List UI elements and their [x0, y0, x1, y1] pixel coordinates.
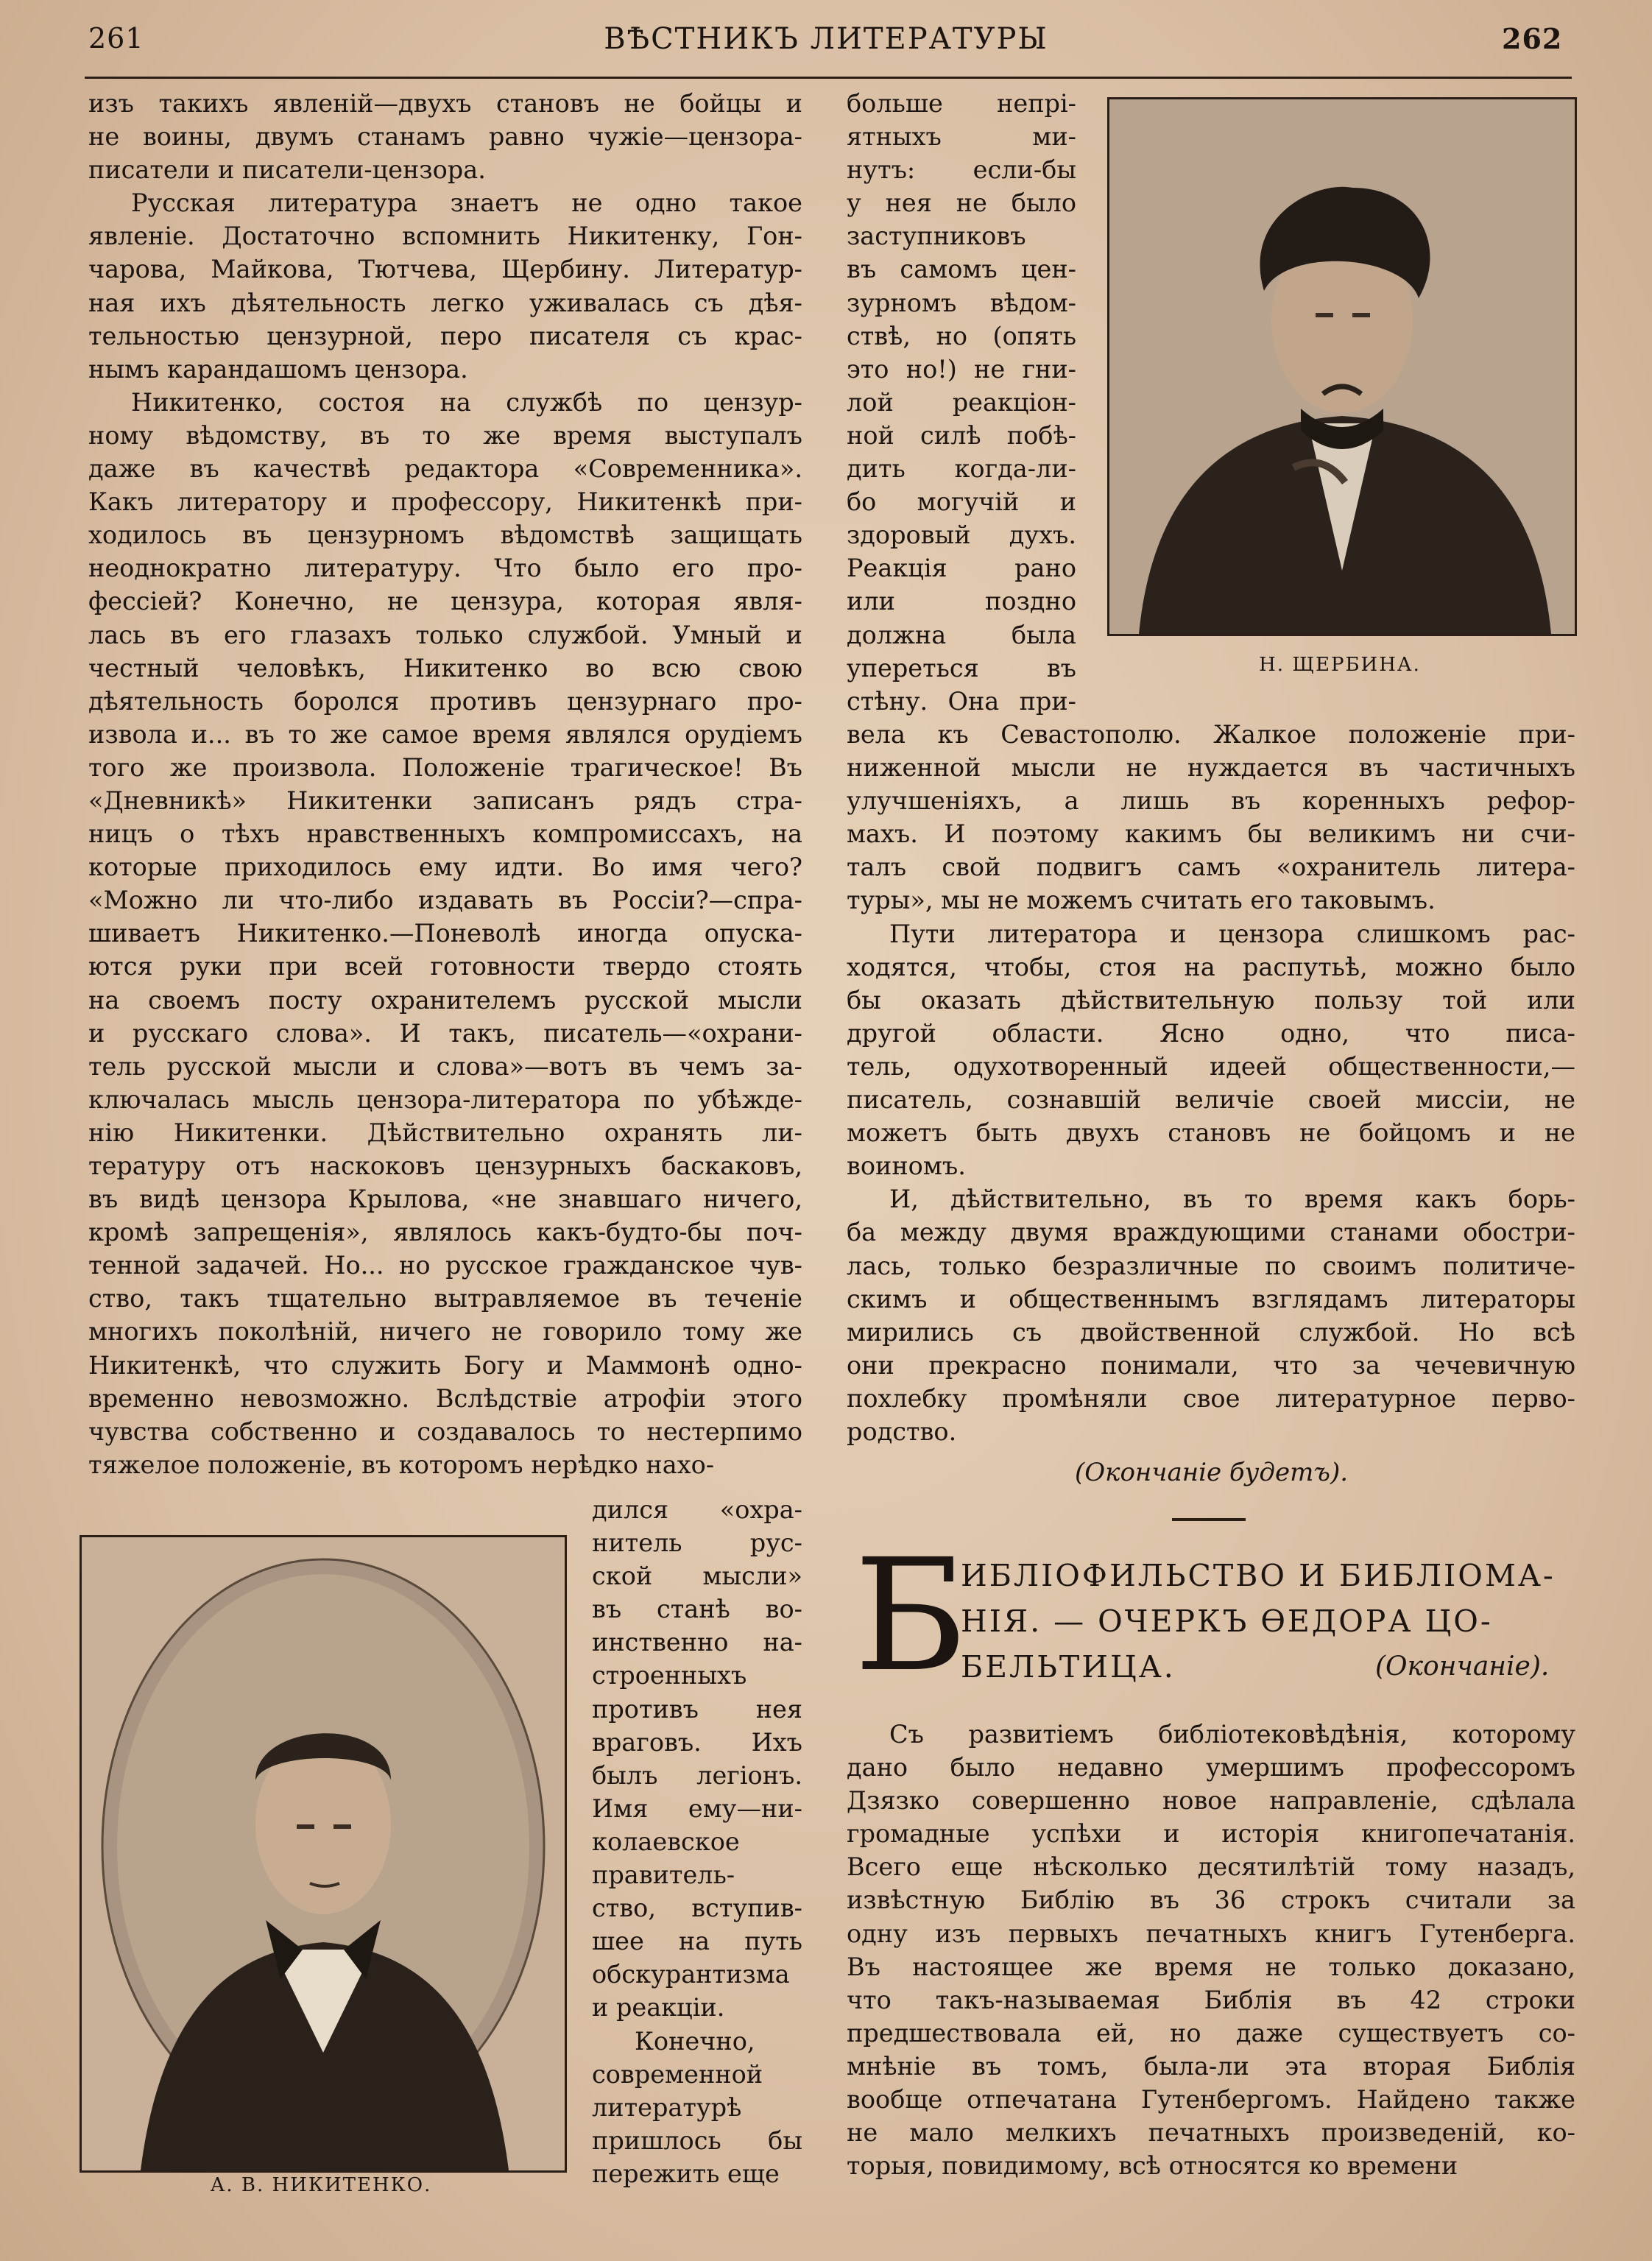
text-line: былъ легіонъ. — [592, 1760, 802, 1790]
text-line: Въ настоящее же время не только доказано, — [847, 1952, 1575, 1981]
shcherbina-portrait — [1107, 97, 1577, 636]
article-heading-line-1: ИБЛІОФИЛЬСТВО И БИБЛІОМА- — [961, 1558, 1556, 1593]
text-line: тель русской мысли и слова»—вотъ въ чемъ за- — [88, 1051, 802, 1081]
text-line: упереться въ — [847, 653, 1076, 682]
text-line: скимъ и общественнымъ взглядамъ литераторы — [847, 1284, 1575, 1313]
text-line: даже въ качествѣ редактора «Современника». — [88, 454, 802, 484]
text-line: заступниковъ — [847, 222, 1026, 251]
text-line: и реакціи. — [592, 1993, 725, 2022]
text-line: колаевское — [592, 1827, 740, 1856]
article-heading-note: (Окончаніе). — [1375, 1651, 1550, 1682]
text-line: мирились съ двойственной службой. Но всѣ — [847, 1317, 1575, 1347]
text-line: Дзязко совершенно новое направленіе, сдѣлала — [847, 1786, 1575, 1816]
text-line: ятныхъ ми- — [847, 122, 1076, 152]
text-line: Никитенко, состоя на службѣ по цензур- — [131, 387, 802, 417]
article-heading-line-3: БЕЛЬТИЦА. — [961, 1649, 1176, 1685]
text-line: противъ нея — [592, 1694, 802, 1724]
article-dropcap: Б — [854, 1525, 968, 1706]
text-line: больше непрі- — [847, 89, 1076, 118]
text-line: здоровый духъ. — [847, 521, 1076, 550]
text-line: не воины, двумъ станамъ равно чужіе—цензора- — [88, 122, 802, 152]
text-line: они прекрасно понимали, что за чечевичную — [847, 1350, 1575, 1380]
text-line: нію Никитенки. Дѣйствительно охранять ли- — [88, 1118, 802, 1147]
text-line: ствѣ, но (опять — [847, 321, 1076, 350]
text-line: должна была — [847, 620, 1076, 649]
text-line: въ самомъ цен- — [847, 255, 1076, 284]
text-line: вообще отпечатана Гутенбергомъ. Найдено также — [847, 2085, 1575, 2114]
text-line: бы оказать дѣйствительную пользу той или — [847, 985, 1575, 1015]
text-line: инственно на- — [592, 1628, 802, 1657]
text-line: въ видѣ цензора Крылова, «не знавшаго ничего, — [88, 1185, 802, 1214]
section-divider — [1172, 1518, 1246, 1521]
text-line: ство, такъ тщательно вытравляемое въ теченіе — [88, 1284, 802, 1313]
text-line: ба между двумя враждующими станами обостри- — [847, 1218, 1575, 1247]
text-line: обскурантизма — [592, 1960, 790, 1989]
text-line: Конечно, — [635, 2026, 755, 2056]
text-line: чувства собственно и создавалось то нестерпимо — [88, 1417, 802, 1446]
text-line: махъ. И поэтому какимъ бы великимъ ни счи- — [847, 819, 1575, 849]
text-line: бо могучій и — [847, 487, 1076, 517]
page-number-left: 261 — [88, 22, 144, 54]
text-line: что такъ-называемая Библія въ 42 строки — [847, 1985, 1575, 2014]
text-line: ской мысли» — [592, 1562, 802, 1591]
text-line: ная ихъ дѣятельность легко уживалась съ дѣя- — [88, 288, 802, 317]
text-line: ство, вступив- — [592, 1894, 802, 1923]
text-line: пришлось бы — [592, 2126, 802, 2155]
left-column-narrow-text — [592, 1493, 802, 2190]
text-line: чарова, Майкова, Тютчева, Щербину. Литератур- — [88, 255, 802, 284]
text-line: ному вѣдомству, въ то же время выступалъ — [88, 420, 802, 450]
text-line: торыя, повидимому, всѣ относятся ко времени — [847, 2151, 1458, 2181]
article-body-text — [847, 1718, 1575, 2182]
text-line: тяжелое положеніе, въ которомъ нерѣдко нахо- — [88, 1450, 715, 1479]
text-line: нутъ: если-бы — [847, 155, 1076, 185]
text-line: фессіей? Конечно, не цензура, которая явля- — [88, 587, 802, 616]
text-line: можетъ быть двухъ становъ не бойцомъ и не — [847, 1118, 1575, 1148]
text-line: И, дѣйствительно, въ то время какъ борь- — [889, 1185, 1575, 1214]
text-line: ницъ о тѣхъ нравственныхъ компромиссахъ, на — [88, 819, 802, 849]
text-line: туры», мы не можемъ считать его таковымъ. — [847, 886, 1436, 915]
text-line: «Дневникѣ» Никитенки записанъ рядъ стра- — [88, 786, 802, 815]
text-line: у нея не было — [847, 188, 1076, 218]
shcherbina-caption: Н. ЩЕРБИНА. — [1259, 654, 1421, 676]
text-line: извѣстную Библію въ 36 строкъ считали за — [847, 1886, 1575, 1915]
text-line: писатели и писатели-цензора. — [88, 155, 486, 185]
text-line: литературѣ — [592, 2092, 742, 2122]
text-line: враговъ. Ихъ — [592, 1727, 802, 1757]
shcherbina-portrait-image — [1109, 99, 1575, 634]
text-line: шиваетъ Никитенко.—Поневолѣ иногда опуска- — [88, 919, 802, 948]
text-line: одну изъ первыхъ печатныхъ книгъ Гутенберга. — [847, 1919, 1575, 1948]
text-line: ходилось въ цензурномъ вѣдомствѣ защищать — [88, 521, 802, 550]
journal-title: ВѢСТНИКЪ ЛИТЕРАТУРЫ — [604, 22, 1048, 56]
text-line: Реакція рано — [847, 554, 1076, 583]
text-line: писатель, сознавшій величіе своей миссіи, не — [847, 1085, 1575, 1115]
text-line: дѣятельность боролся противъ цензурнаго про- — [88, 686, 802, 716]
text-line: и русскаго слова». И такъ, писатель—«охрани- — [88, 1018, 802, 1048]
text-line: лась, только безразличные по своимъ политиче- — [847, 1251, 1575, 1280]
text-line: строенныхъ — [592, 1661, 747, 1690]
text-line: неоднократно литературу. Что было его про- — [88, 554, 802, 583]
text-line: дился «охра- — [592, 1495, 802, 1524]
text-line: другой области. Ясно одно, что писа- — [847, 1018, 1575, 1048]
text-line: кромѣ запрещенія», являлось какъ-будто-бы поч- — [88, 1218, 802, 1247]
article-heading-line-2: НІЯ. — ОЧЕРКЪ ѲЕДОРА ЦО- — [961, 1604, 1493, 1639]
text-line: явленіе. Достаточно вспомнить Никитенку, Гон- — [88, 222, 802, 251]
text-line: лась въ его глазахъ только службой. Умный и — [88, 620, 802, 649]
text-line: Русская литература знаетъ не одно такое — [131, 188, 802, 218]
text-line: нымъ карандашомъ цензора. — [88, 354, 468, 384]
text-line: шее на путь — [592, 1927, 802, 1956]
text-line: похлебку промѣняли свое литературное перво- — [847, 1383, 1575, 1413]
to-be-continued: (Окончаніе будетъ). — [1075, 1458, 1349, 1487]
text-line: пережить еще — [592, 2159, 780, 2188]
text-line: Всего еще нѣсколько десятилѣтій тому назадъ, — [847, 1852, 1575, 1882]
text-line: Никитенкѣ, что служить Богу и Маммонѣ одно- — [88, 1350, 802, 1380]
text-line: извола и... въ то же самое время являлся орудіемъ — [88, 719, 802, 749]
text-line: или поздно — [847, 587, 1076, 616]
text-line: изъ такихъ явленій—двухъ становъ не бойцы и — [88, 89, 802, 118]
text-line: въ станѣ во- — [592, 1595, 802, 1624]
text-line: которые приходилось ему идти. Во имя чего? — [88, 853, 802, 882]
right-column-narrow-text — [847, 87, 1076, 718]
nikitenko-portrait — [80, 1535, 567, 2173]
text-line: нитель рус- — [592, 1528, 802, 1558]
text-line: тературу отъ наскоковъ цензурныхъ баскаковъ, — [88, 1151, 802, 1180]
text-line: Пути литератора и цензора слишкомъ рас- — [889, 919, 1575, 948]
text-line: на своемъ посту охранителемъ русской мысли — [88, 985, 802, 1015]
text-line: временно невозможно. Вслѣдствіе атрофіи этого — [88, 1383, 802, 1413]
text-line: ключалась мысль цензора-литератора по убѣжде- — [88, 1084, 802, 1114]
text-line: громадные успѣхи и исторія книгопечатанія. — [847, 1819, 1575, 1849]
text-line: зурномъ вѣдом- — [847, 288, 1076, 317]
text-line: лой реакціон- — [847, 387, 1076, 417]
text-line: это но!) не гни- — [847, 354, 1076, 384]
text-line: Съ развитіемъ библіотековѣдѣнія, которому — [889, 1720, 1575, 1749]
text-line: ной силѣ побѣ- — [847, 420, 1076, 450]
header-rule — [85, 77, 1572, 79]
text-line: честный человѣкъ, Никитенко во всю свою — [88, 653, 802, 682]
text-line: Какъ литератору и профессору, Никитенкѣ при- — [88, 487, 802, 517]
text-line: дить когда-ли- — [847, 454, 1076, 484]
text-line: ходятся, чтобы, стоя на распутьѣ, можно было — [847, 952, 1575, 981]
text-line: правитель- — [592, 1860, 735, 1890]
text-line: Имя ему—ни- — [592, 1793, 802, 1823]
text-line: родство. — [847, 1417, 957, 1446]
nikitenko-portrait-image — [82, 1537, 565, 2170]
text-line: тель, одухотворенный идеей общественности,— — [847, 1051, 1575, 1081]
text-line: современной — [592, 2059, 763, 2089]
text-line: ются руки при всей готовности твердо стоять — [88, 952, 802, 981]
text-line: воиномъ. — [847, 1151, 966, 1181]
text-line: дано было недавно умершимъ профессоромъ — [847, 1753, 1575, 1782]
text-line: предшествовала ей, но даже существуетъ со- — [847, 2018, 1575, 2047]
left-column-text — [88, 87, 802, 1481]
right-column-text — [847, 718, 1575, 1448]
text-line: стѣну. Она при- — [847, 686, 1076, 716]
text-line: ниженной мысли не нуждается въ частичныхъ — [847, 753, 1575, 783]
text-line: не мало мелкихъ печатныхъ произведеній, ко- — [847, 2118, 1575, 2148]
text-line: мнѣніе въ томъ, была-ли эта вторая Библія — [847, 2051, 1575, 2081]
nikitenko-caption: А. В. НИКИТЕНКО. — [210, 2174, 432, 2196]
text-line: тенной задачей. Но... но русское гражданское чув- — [88, 1251, 802, 1280]
text-line: «Можно ли что-либо издавать въ Россіи?—спра- — [88, 886, 802, 915]
text-line: улучшеніяхъ, а лишь въ коренныхъ рефор- — [847, 786, 1575, 816]
text-line: того же произвола. Положеніе трагическое! Въ — [88, 752, 802, 782]
text-line: вела къ Севастополю. Жалкое положеніе при- — [847, 720, 1575, 749]
text-line: тельностью цензурной, перо писателя съ крас- — [88, 321, 802, 350]
text-line: многихъ поколѣній, ничего не говорило тому же — [88, 1317, 802, 1347]
text-line: талъ свой подвигъ самъ «охранитель литера- — [847, 853, 1575, 882]
page-number-right: 262 — [1502, 22, 1563, 55]
